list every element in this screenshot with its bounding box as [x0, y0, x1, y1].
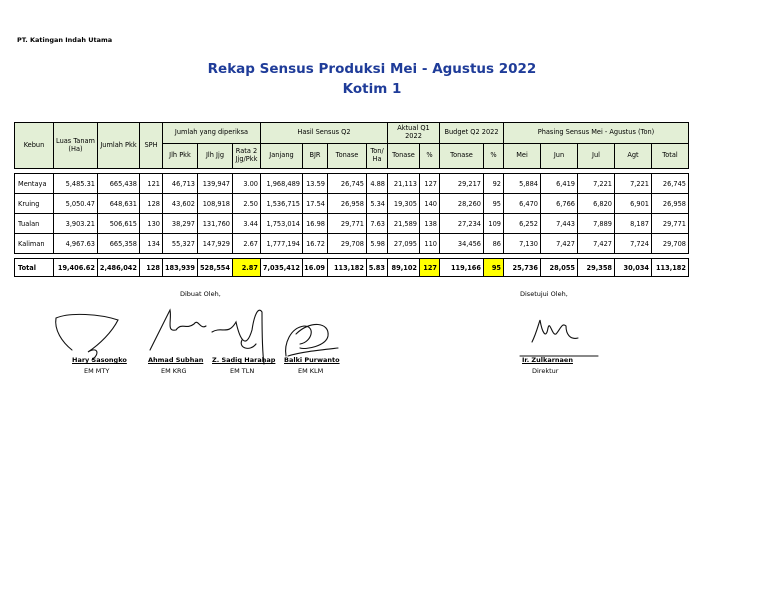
cell-mei: 6,252 [504, 214, 541, 234]
signature-balki-purwanto [286, 324, 338, 356]
cell-ton-ha: 5.34 [367, 194, 388, 214]
cell-agt: 7,221 [615, 174, 652, 194]
cell-luas: 5,485.31 [54, 174, 98, 194]
cell-jun: 7,443 [541, 214, 578, 234]
cell-mei: 7,130 [504, 234, 541, 254]
cell-mei: 25,736 [504, 259, 541, 277]
header-aktual-q1: Aktual Q1 2022 [388, 123, 440, 144]
header-budget-tonase: Tonase [440, 144, 484, 169]
signer-name-4: Balki Purwanto [284, 356, 340, 364]
cell-jul: 29,358 [578, 259, 615, 277]
cell-aktual-tonase: 27,095 [388, 234, 420, 254]
cell-bjr: 16.09 [303, 259, 328, 277]
cell-bjr: 17.54 [303, 194, 328, 214]
cell-pkk: 648,631 [98, 194, 140, 214]
cell-ton-ha: 5.83 [367, 259, 388, 277]
cell-ton-ha: 4.88 [367, 174, 388, 194]
header-rata2: Rata 2 Jjg/Pkk [233, 144, 261, 169]
cell-jun: 7,427 [541, 234, 578, 254]
cell-tonase: 29,771 [328, 214, 367, 234]
header-budget-q2: Budget Q2 2022 [440, 123, 504, 144]
signer-role-2: EM KRG [161, 367, 187, 375]
cell-sph: 128 [140, 259, 163, 277]
cell-sph: 134 [140, 234, 163, 254]
header-hasil-sensus: Hasil Sensus Q2 [261, 123, 388, 144]
cell-jlh-jjg: 139,947 [198, 174, 233, 194]
signer-role-3: EM TLN [230, 367, 255, 375]
header-sph: SPH [140, 123, 163, 169]
cell-aktual-pct: 127 [420, 259, 440, 277]
cell-pkk: 506,615 [98, 214, 140, 234]
cell-rata2: 3.44 [233, 214, 261, 234]
report-title: Rekap Sensus Produksi Mei - Agustus 2022 [207, 61, 537, 77]
cell-jun: 28,055 [541, 259, 578, 277]
cell-aktual-pct: 138 [420, 214, 440, 234]
cell-jlh-pkk: 43,602 [163, 194, 198, 214]
cell-jul: 7,427 [578, 234, 615, 254]
cell-luas: 3,903.21 [54, 214, 98, 234]
cell-ton-ha: 7.63 [367, 214, 388, 234]
cell-kebun: Kruing [15, 194, 54, 214]
cell-jlh-pkk: 55,327 [163, 234, 198, 254]
cell-kebun: Kaliman [15, 234, 54, 254]
cell-janjang: 1,968,489 [261, 174, 303, 194]
header-total: Total [652, 144, 689, 169]
cell-janjang: 7,035,412 [261, 259, 303, 277]
cell-aktual-tonase: 21,589 [388, 214, 420, 234]
cell-total: 29,771 [652, 214, 689, 234]
cell-jlh-pkk: 38,297 [163, 214, 198, 234]
cell-budget-pct: 109 [484, 214, 504, 234]
cell-kebun: Total [15, 259, 54, 277]
cell-aktual-tonase: 19,305 [388, 194, 420, 214]
header-janjang: Janjang [261, 144, 303, 169]
cell-tonase: 26,958 [328, 194, 367, 214]
signature-ir-zulkarnaen [520, 320, 598, 356]
cell-mei: 5,884 [504, 174, 541, 194]
header-mei: Mei [504, 144, 541, 169]
cell-pkk: 2,486,042 [98, 259, 140, 277]
cell-total: 26,745 [652, 174, 689, 194]
cell-jul: 7,889 [578, 214, 615, 234]
cell-janjang: 1,777,194 [261, 234, 303, 254]
cell-sph: 128 [140, 194, 163, 214]
cell-jlh-pkk: 183,939 [163, 259, 198, 277]
signer-role-1: EM MTY [84, 367, 110, 375]
cell-rata2: 2.87 [233, 259, 261, 277]
signer-name-3: Z. Sadiq Harahap [212, 356, 276, 364]
cell-pkk: 665,358 [98, 234, 140, 254]
header-budget-pct: % [484, 144, 504, 169]
cell-jlh-jjg: 528,554 [198, 259, 233, 277]
cell-bjr: 16.98 [303, 214, 328, 234]
cell-aktual-pct: 127 [420, 174, 440, 194]
disetujui-oleh-label: Disetujui Oleh, [520, 290, 568, 298]
header-tonase: Tonase [328, 144, 367, 169]
cell-tonase: 29,708 [328, 234, 367, 254]
cell-rata2: 3.00 [233, 174, 261, 194]
cell-jlh-jjg: 131,760 [198, 214, 233, 234]
report-subtitle: Kotim 1 [342, 81, 402, 97]
cell-agt: 8,187 [615, 214, 652, 234]
cell-jlh-pkk: 46,713 [163, 174, 198, 194]
cell-budget-tonase: 29,217 [440, 174, 484, 194]
header-jumlah-pkk: Jumlah Pkk [98, 123, 140, 169]
cell-total: 113,182 [652, 259, 689, 277]
cell-janjang: 1,753,014 [261, 214, 303, 234]
cell-aktual-tonase: 21,113 [388, 174, 420, 194]
cell-jul: 7,221 [578, 174, 615, 194]
header-aktual-tonase: Tonase [388, 144, 420, 169]
signature-ahmad-subhan [150, 310, 206, 350]
cell-kebun: Tualan [15, 214, 54, 234]
cell-agt: 7,724 [615, 234, 652, 254]
cell-budget-pct: 95 [484, 259, 504, 277]
dibuat-oleh-label: Dibuat Oleh, [180, 290, 221, 298]
header-bjr: BJR [303, 144, 328, 169]
cell-bjr: 13.59 [303, 174, 328, 194]
cell-jlh-jjg: 108,918 [198, 194, 233, 214]
header-luas-tanam: Luas Tanam (Ha) [54, 123, 98, 169]
cell-mei: 6,470 [504, 194, 541, 214]
cell-aktual-pct: 140 [420, 194, 440, 214]
header-jumlah-diperiksa: Jumlah yang diperiksa [163, 123, 261, 144]
cell-total: 26,958 [652, 194, 689, 214]
header-jul: Jul [578, 144, 615, 169]
cell-jul: 6,820 [578, 194, 615, 214]
signer-role-4: EM KLM [298, 367, 324, 375]
cell-luas: 5,050.47 [54, 194, 98, 214]
cell-janjang: 1,536,715 [261, 194, 303, 214]
cell-pkk: 665,438 [98, 174, 140, 194]
cell-agt: 30,034 [615, 259, 652, 277]
cell-jun: 6,419 [541, 174, 578, 194]
cell-agt: 6,901 [615, 194, 652, 214]
signer-name-1: Hary Sasongko [72, 356, 127, 364]
cell-ton-ha: 5.98 [367, 234, 388, 254]
cell-aktual-pct: 110 [420, 234, 440, 254]
signer-role-5: Direktur [532, 367, 559, 375]
cell-tonase: 113,182 [328, 259, 367, 277]
header-jlh-jjg: Jlh Jjg [198, 144, 233, 169]
header-aktual-pct: % [420, 144, 440, 169]
cell-sph: 130 [140, 214, 163, 234]
cell-jun: 6,766 [541, 194, 578, 214]
cell-tonase: 26,745 [328, 174, 367, 194]
cell-jlh-jjg: 147,929 [198, 234, 233, 254]
signer-name-5: Ir. Zulkarnaen [522, 356, 573, 364]
cell-luas: 19,406.62 [54, 259, 98, 277]
cell-sph: 121 [140, 174, 163, 194]
cell-rata2: 2.50 [233, 194, 261, 214]
cell-kebun: Mentaya [15, 174, 54, 194]
header-agt: Agt [615, 144, 652, 169]
cell-budget-tonase: 28,260 [440, 194, 484, 214]
cell-budget-pct: 86 [484, 234, 504, 254]
header-kebun: Kebun [15, 123, 54, 169]
header-jun: Jun [541, 144, 578, 169]
signature-hary-sasongko [56, 314, 118, 360]
cell-budget-tonase: 119,166 [440, 259, 484, 277]
cell-budget-pct: 92 [484, 174, 504, 194]
cell-luas: 4,967.63 [54, 234, 98, 254]
company-name: PT. Katingan Indah Utama [17, 36, 113, 44]
header-phasing: Phasing Sensus Mei - Agustus (Ton) [504, 123, 689, 144]
header-ton-ha: Ton/ Ha [367, 144, 388, 169]
cell-budget-pct: 95 [484, 194, 504, 214]
cell-aktual-tonase: 89,102 [388, 259, 420, 277]
cell-budget-tonase: 34,456 [440, 234, 484, 254]
cell-budget-tonase: 27,234 [440, 214, 484, 234]
cell-bjr: 16.72 [303, 234, 328, 254]
cell-rata2: 2.67 [233, 234, 261, 254]
signer-name-2: Ahmad Subhan [148, 356, 204, 364]
cell-total: 29,708 [652, 234, 689, 254]
header-jlh-pkk: Jlh Pkk [163, 144, 198, 169]
